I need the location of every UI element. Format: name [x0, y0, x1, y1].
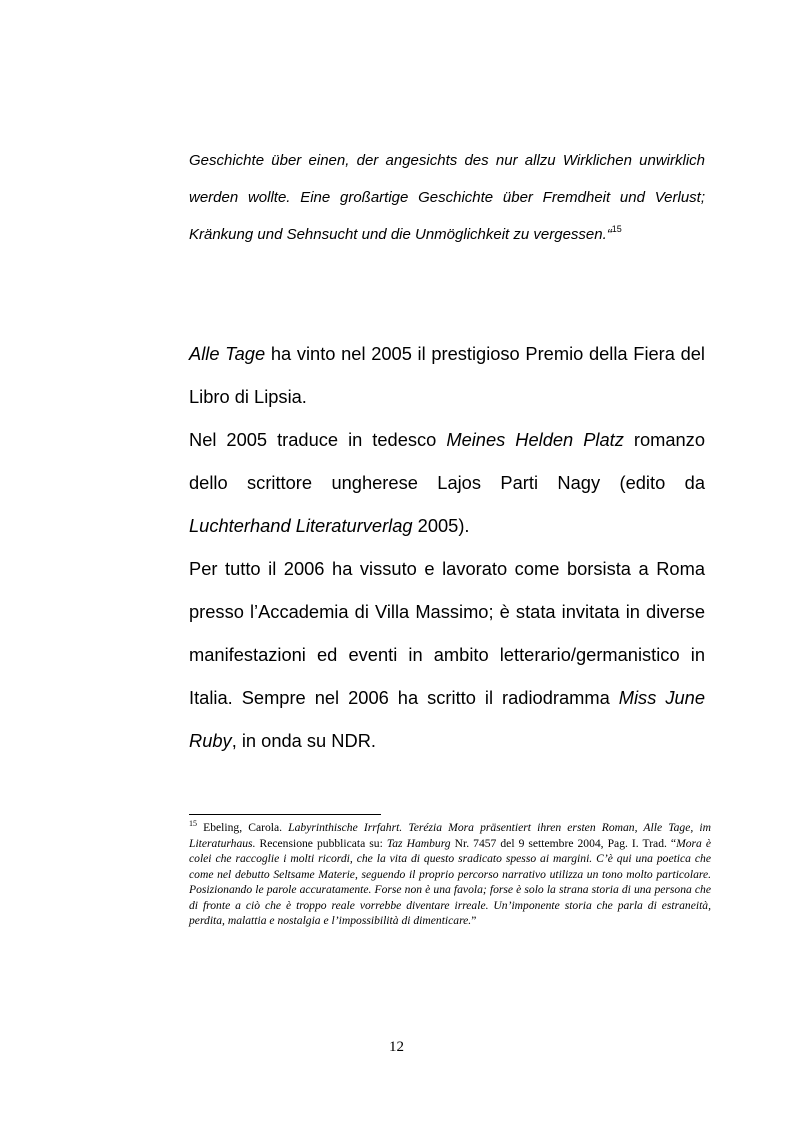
footnote-separator — [189, 814, 381, 815]
footnote-text: Nr. 7457 del 9 settembre 2004, Pag. I. Trad. “ — [450, 836, 677, 850]
footnote-translation: Mora è colei che raccoglie i molti ricordi, che la vita di questo sradicato spesso ai margini. C’è qui una poetica che come nel debutto Seltsame Materie, seguendo il proprio percorso narrativo utilizza un tono molto particolare. Posizionando le parole accuratamente. Forse non è una favola; forse è solo la strana storia di una persona che di fronte a ciò che è troppo reale vorrebbe diventare irreale. Un’imponente storia che parla di estraneità, perdita, malattia e nostalgia e l’impossibilità di dimenticare. — [189, 836, 712, 927]
footnote-text: Recensione pubblicata su: — [255, 836, 387, 850]
paragraph-rome — [189, 547, 705, 762]
quote-text: Geschichte über einen, der angesichts des nur allzu Wirklichen unwirklich werden wollte. Eine großartige Geschichte über Fremdheit und Verlust; Kränkung und Sehnsucht und die Unmöglichkeit zu vergessen. — [189, 152, 705, 243]
paragraph-text: Per tutto il 2006 ha vissuto e lavorato come borsista a Roma presso l’Accademia di Villa Massimo; è stata invitata in diverse manifestazioni ed eventi in ambito letterario/germanistico in Italia. Sempre nel 2006 ha scritto il radiodramma — [189, 558, 705, 708]
paragraph-translation — [189, 418, 705, 547]
footnote-author: Ebeling, Carola. — [197, 821, 289, 834]
footnote — [189, 820, 711, 929]
paragraph-prize — [189, 332, 705, 418]
body-text — [189, 332, 705, 762]
paragraph-text: romanzo dello scrittore ungherese Lajos Parti Nagy (edito da — [189, 429, 705, 493]
footnote-journal: Taz Hamburg — [386, 836, 451, 850]
footnote-article-title: Labyrinthische Irrfahrt. Terézia Mora präsentiert ihren ersten Roman, Alle Tage, im Literaturhaus. — [189, 821, 711, 850]
paragraph-text: , in onda su NDR. — [231, 730, 376, 751]
publisher-name: Luchterhand Literaturverlag — [189, 515, 413, 536]
footnote-reference[interactable]: 15 — [611, 224, 622, 234]
paragraph-text: 2005). — [412, 515, 470, 536]
paragraph-text: Nel 2005 traduce in tedesco — [189, 429, 447, 450]
book-title-meines-helden-platz: Meines Helden Platz — [446, 429, 624, 450]
quote-close-mark: “ — [606, 226, 612, 243]
page-number: 12 — [389, 1039, 404, 1055]
book-title-alle-tage: Alle Tage — [189, 343, 266, 364]
paragraph-text: ha vinto nel 2005 il prestigioso Premio della Fiera del Libro di Lipsia. — [189, 343, 705, 407]
radio-play-title: Miss June Ruby — [189, 687, 705, 751]
block-quote — [189, 142, 705, 253]
footnote-close-quote: ” — [471, 914, 477, 927]
footnote-number: 15 — [189, 819, 197, 828]
